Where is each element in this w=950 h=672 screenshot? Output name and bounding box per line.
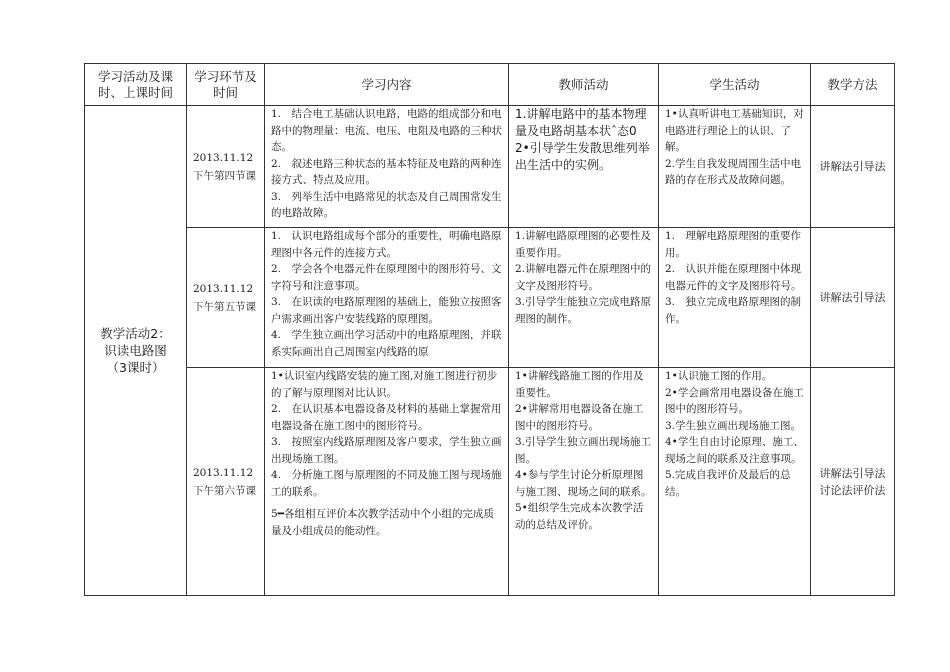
- content-item: 2. 在认识基本电器设备及材料的基础上掌握常用电器设备在施工图中的图形符号。: [271, 403, 502, 432]
- content-item: 1•认识室内线路安装的施工图,对施工图进行初步的了解与原理图对比认识。: [271, 370, 498, 399]
- content-item: 1. 认识电路组成每个部分的重要性，明确电路原理图中各元件的连接方式。: [271, 230, 502, 259]
- header-student: 学生活动: [659, 64, 811, 106]
- teacher-item: 3.引导学生能独立完成电路原理图的制作。: [515, 296, 652, 325]
- method-cell: 讲解法引导法讨论法评价法: [811, 368, 895, 596]
- activity-title-line3: （3课时）: [106, 360, 165, 375]
- header-activity: 学习活动及课时、上课时间: [85, 64, 187, 106]
- content-item: 5━各组相互评价本次教学活动中个小组的完成质量及小组成员的能动性。: [271, 508, 495, 537]
- header-method: 教学方法: [811, 64, 895, 106]
- student-item: 2. 认识并能在原理图中体现电器元件的文字及图形符号。: [665, 263, 802, 292]
- time-cell: 2013.11.12下午第五节课: [187, 228, 265, 368]
- teacher-item: 1•讲解线路施工图的作用及重要性。: [515, 370, 644, 399]
- header-teacher: 教师活动: [509, 64, 659, 106]
- content-item: 3. 在识读的电路原理图的基础上，能独立按照客户需求画出客户安装线路的原理图。: [271, 296, 502, 325]
- table-row: [85, 106, 895, 228]
- teacher-item: 5•组织学生完成本次教学活动的总结及评价。: [515, 502, 644, 531]
- method-cell: 讲解法引导法: [811, 228, 895, 368]
- content-item: 1. 结合电工基础认识电路，电路的组成部分和电路中的物理量：电流、电压、电阻及电路的三种状态。: [271, 108, 502, 153]
- teacher-item: 2•引导学生发散思维列举出生活中的实例。: [515, 141, 650, 172]
- teacher-item: 4•参与学生讨论分析原理图与施工图、现场之间的联系。: [515, 469, 652, 498]
- activity-cell: [85, 106, 187, 596]
- activity-title-line2: 识读电路图: [104, 343, 167, 358]
- content-cell: [265, 228, 509, 368]
- method-cell: 讲解法引导法: [811, 106, 895, 228]
- teacher-cell: [509, 106, 659, 228]
- content-item: 2. 学会各个电器元件在原理图中的图形符号、文字符号和注意事项。: [271, 263, 502, 292]
- table-row: [85, 228, 895, 368]
- teacher-cell: [509, 228, 659, 368]
- student-item: 2•学会画常用电器设备在施工图中的图形符号。: [665, 386, 804, 415]
- content-cell: [265, 368, 509, 596]
- student-cell: [659, 228, 811, 368]
- student-item: 3. 独立完成电路原理图的制作。: [665, 296, 802, 325]
- student-item: 5.完成自我评价及最后的总结。: [665, 469, 791, 498]
- content-item: 4. 分析施工图与原理图的不同及施工图与现场施工的联系。: [271, 469, 502, 498]
- student-item: 1•认识施工图的作用。: [665, 370, 773, 382]
- table-row: [85, 368, 895, 596]
- time-cell: 2013.11.12下午第六节课: [187, 368, 265, 596]
- student-cell: [659, 368, 811, 596]
- student-cell: [659, 106, 811, 228]
- header-row: [85, 64, 895, 106]
- lesson-plan-table: [84, 63, 895, 596]
- header-stage: 学习环节及时间: [187, 64, 265, 106]
- student-item: 1. 理解电路原理图的重要作用。: [665, 230, 802, 259]
- teacher-cell: [509, 368, 659, 596]
- student-item: 4•学生自由讨论原理、施工、现场之间的联系及注意事项。: [665, 436, 804, 465]
- header-content: 学习内容: [265, 64, 509, 106]
- content-item: 3. 按照室内线路原理图及客户要求，学生独立画出现场施工图。: [271, 436, 502, 465]
- student-item: 2.学生自我发现周围生活中电路的存在形式及故障问题。: [665, 157, 802, 186]
- content-item: 4. 学生独立画出学习活动中的电路原理图，并联系实际画出自己周围室内线路的原: [271, 329, 502, 358]
- activity-title-line1: 教学活动2：: [100, 326, 171, 341]
- teacher-item: 3.引导学生独立画出现场施工图。: [515, 436, 652, 465]
- content-item: 3. 列举生活中电路常见的状态及自己周围常发生的电路故障。: [271, 190, 502, 219]
- teacher-item: 2•讲解常用电器设备在施工图中的图形符号。: [515, 403, 644, 432]
- student-item: 3.学生独立画出现场施工图。: [665, 419, 802, 432]
- content-item: 2. 叙述电路三种状态的基本特征及电路的两种连接方式、特点及应用。: [271, 157, 502, 186]
- teacher-item: 1.讲解电路原理图的必要性及重要作用。: [515, 230, 652, 259]
- student-item: 1•认真听讲电工基础知识，对电路进行理论上的认识、了解。: [665, 108, 804, 153]
- teacher-item: 2.讲解电器元件在原理图中的文字及图形符号。: [515, 263, 652, 292]
- teacher-item: 1.讲解电路中的基本物理量及电路胡基本状ˆ态0: [515, 107, 647, 138]
- time-cell: 2013.11.12下午第四节课: [187, 106, 265, 228]
- content-cell: [265, 106, 509, 228]
